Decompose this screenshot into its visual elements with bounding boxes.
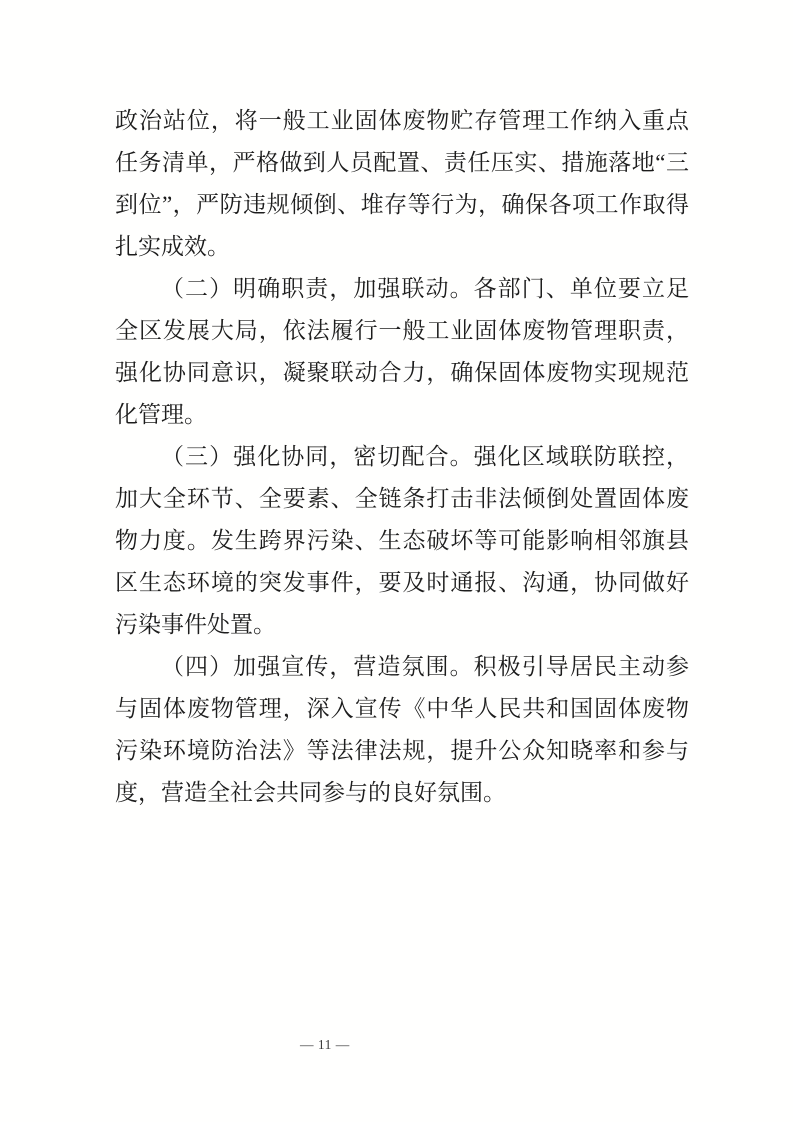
paragraph [115, 436, 689, 646]
section-heading: （三）强化协同，密切配合。 [161, 444, 474, 469]
paragraph-text: 强化区域联防联控，加大全环节、全要素、全链条打击非法倾倒处置固体废物力度。发生跨界污染、生态破坏等可能影响相邻旗县区生态环境的突发事件，要及时通报、沟通，协同做好污染事件处置。 [115, 444, 690, 637]
section-heading: （四）加强宣传，营造氛围。 [161, 654, 474, 679]
paragraph [115, 100, 689, 268]
paragraph [115, 646, 689, 814]
document-body [115, 100, 689, 814]
paragraph-text: 积极引导居民主动参与固体废物管理，深入宣传《中华人民共和国固体废物污染环境防治法》等法律法规，提升公众知晓率和参与度，营造全社会共同参与的良好氛围。 [115, 654, 690, 805]
paragraph-text: 政治站位，将一般工业固体废物贮存管理工作纳入重点任务清单，严格做到人员配置、责任压实、措施落地“三到位”，严防违规倾倒、堆存等行为，确保各项工作取得扎实成效。 [115, 108, 689, 259]
section-heading: （二）明确职责，加强联动。 [161, 276, 474, 301]
paragraph-text: 各部门、单位要立足全区发展大局，依法履行一般工业固体废物管理职责，强化协同意识，凝聚联动合力，确保固体废物实现规范化管理。 [115, 276, 690, 427]
page-number: — 11 — [300, 1037, 350, 1052]
paragraph [115, 268, 689, 436]
